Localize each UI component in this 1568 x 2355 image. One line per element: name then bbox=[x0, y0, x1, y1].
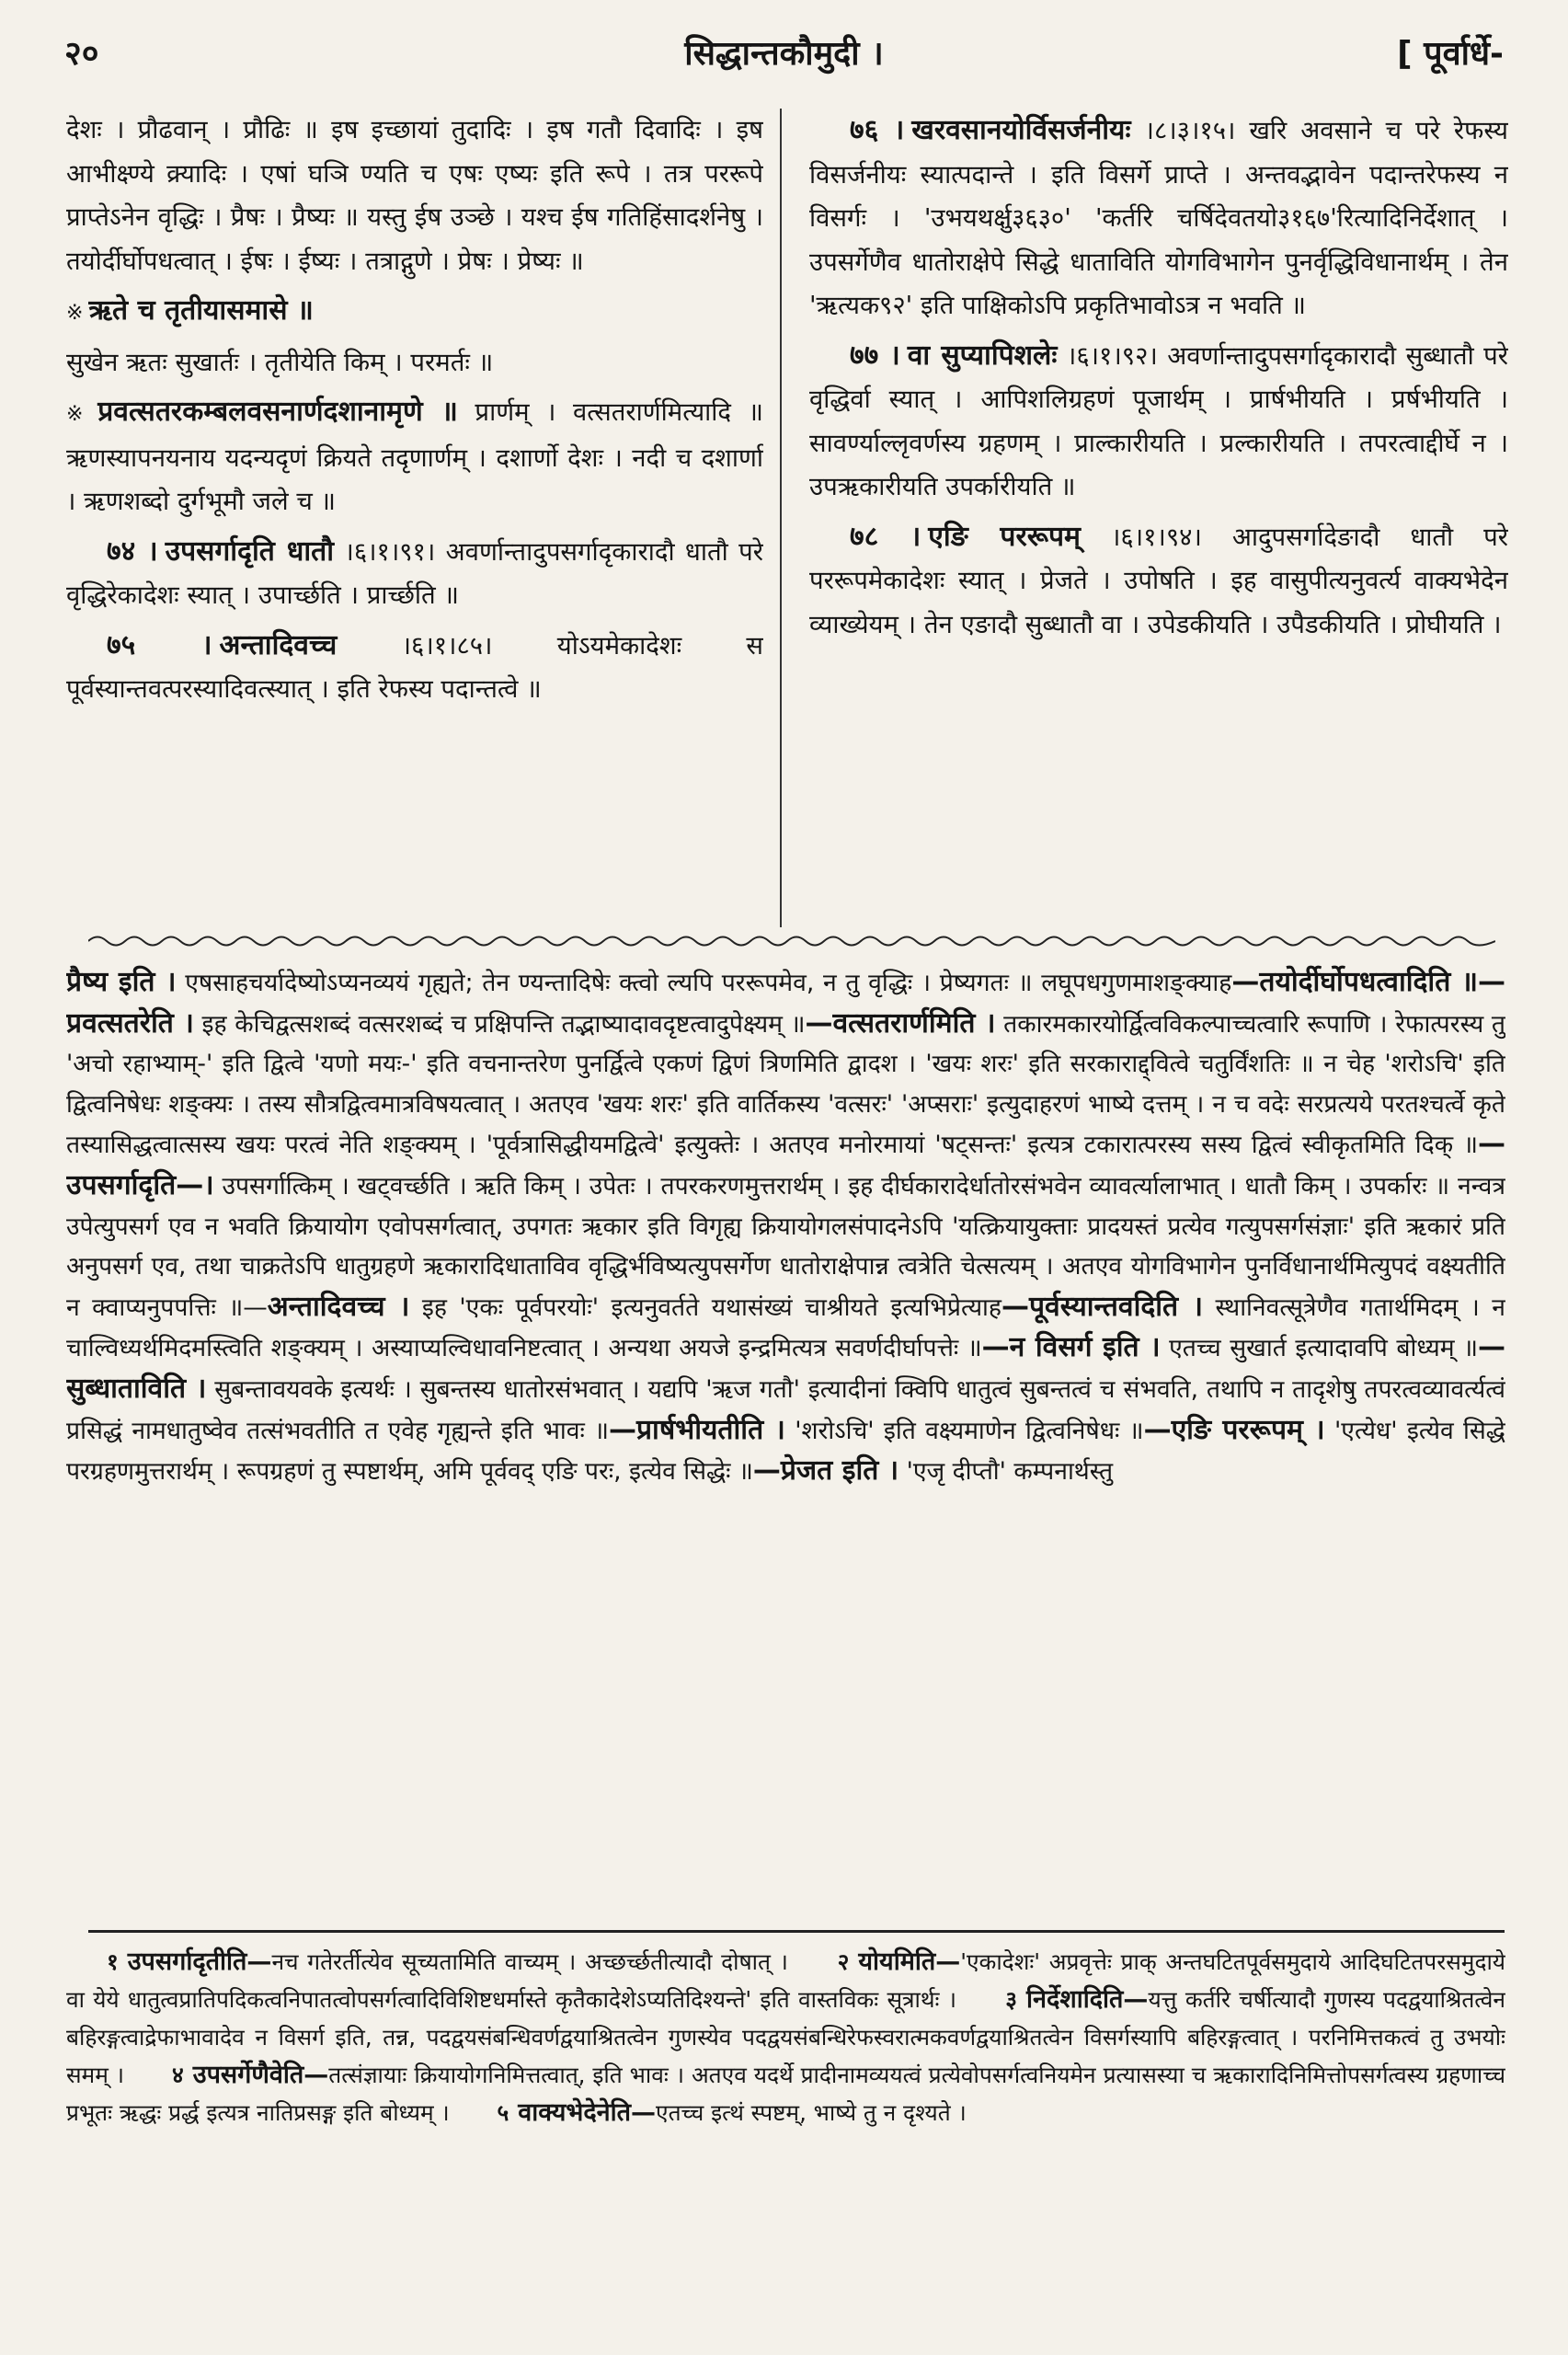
commentary-lemma: —एङि पररूपम् । bbox=[1143, 1413, 1325, 1446]
wavy-divider bbox=[88, 931, 1495, 951]
vartika-mark: ※ bbox=[66, 403, 93, 426]
commentary-segment: एतच्च सुखार्त इत्यादावपि बोध्यम् ॥ bbox=[1169, 1334, 1478, 1363]
commentary-lemma: प्रैष्य इति । bbox=[66, 966, 177, 998]
page-number: २० bbox=[64, 35, 99, 73]
sutra-title: खरवसानयोर्विसर्जनीयः bbox=[911, 114, 1131, 146]
footnotes-text bbox=[66, 1943, 1505, 2131]
sutra-title: एङि पररूपम् bbox=[928, 520, 1081, 553]
commentary-lemma: अन्तादिवच्च । bbox=[267, 1290, 410, 1323]
commentary-lemma: —प्रेजत इति । bbox=[752, 1454, 899, 1488]
commentary-segment: इह केचिद्वत्सशब्दं वत्सरशब्दं च प्रक्षिपन्ति तद्भाष्यादावदृष्टत्वादुपेक्ष्यम् ॥ bbox=[201, 1009, 806, 1039]
vartika-2 bbox=[66, 390, 763, 524]
left-para-2: सुखेन ऋतः सुखार्तः । तृतीयेति किम् । परमर्तः ॥ bbox=[66, 347, 494, 377]
commentary-block bbox=[66, 962, 1505, 1901]
footnote-lemma: योयमिति— bbox=[858, 1947, 961, 1976]
sutra-gloss: ।६।१।८५। योऽयमेकादेशः स पूर्वस्यान्तवत्परस्यादिवत्स्यात् । इति रेफस्य पदान्तत्वे ॥ bbox=[66, 630, 763, 704]
footnote-lemma: उपसर्गादृतीति— bbox=[127, 1947, 272, 1976]
right-column bbox=[809, 109, 1508, 927]
sutra-74 bbox=[66, 530, 763, 618]
commentary-segment: एषसाहचर्यादेष्योऽप्यनव्ययं गृह्यते; तेन ण्यन्तादिषेः क्त्वो ल्यपि पररूपमेव, न तु वृद्धिः । प्रेष्यगतः ॥ लघूपधगुणमाशङ्क्याह bbox=[185, 969, 1232, 997]
page-header bbox=[64, 17, 1504, 81]
commentary-lemma: —न विसर्ग इति । bbox=[981, 1331, 1161, 1364]
commentary-lemma: —पूर्वस्यान्तवदिति । bbox=[1001, 1290, 1204, 1323]
sutra-number: ७४ । bbox=[107, 534, 158, 568]
sutra-gloss: ।६।१।९१। अवर्णान्तादुपसर्गादृकारादौ धातौ परे वृद्धिरेकादेशः स्यात् । उपार्च्छति । प्रार्च्छति ॥ bbox=[66, 536, 763, 610]
footnote-lemma: निर्देशादिति— bbox=[1026, 1985, 1149, 2014]
footnote-text: यत्तु कर्तरि चर्षीत्यादौ गुणस्य पदद्वयाश्रितत्वेन बहिरङ्गत्वाद्रेफाभावादेव न विसर्ग इति, तन्न, पदद्वयसंबन्धिवर्णद्वयाश्रितत्वेन गुणस्येव पदद्वयसंबन्धिरेफस्वरात्मकवर्णद्वयाश्रितत्वेन विसर्गस्यापि बहिरङ्गत्वात् । परनिमित्तकत्वं तु उभयोः समम् । bbox=[66, 1986, 1505, 2088]
commentary-segment: उपसर्गात्किम् । खट्वर्च्छति । ऋति किम् । उपेतः । तपरकरणमुत्तरार्थम् । इह दीर्घकारादेर्धातोरसंभवेन व्यावर्त्यालाभात् । धातौ किम् । उपर्कारः ॥ नन्वत्र उपेत्युपसर्ग एव न भवति क्रियायोग एवोपसर्गत्वात्, उपगतः ऋकार इति विगृह्य क्रियायोगलसंपादनेऽपि 'यत्क्रियायुक्ताः प्रादयस्तं प्रत्येव गत्युपसर्गसंज्ञाः' इति ऋकारं प्रति अनुपसर्ग एव, तथा चाक्रतेऽपि धातुग्रहणे ऋकारादिधाताविव वृद्धिर्भविष्यत्युपसर्गेण धातोराक्षेपान्न त्वत्रेति चेत्सत्यम् । अतएव योगविभागेन पुनर्विधानार्थमित्युपदं वक्ष्यतीति न क्वाप्यनुपपत्तिः ॥— bbox=[66, 1171, 1505, 1322]
sutra-number: ७५ । bbox=[107, 628, 212, 661]
vartika-text: ऋते च तृतीयासमासे ॥ bbox=[88, 294, 314, 327]
sutra-title: अन्तादिवच्च bbox=[219, 628, 338, 661]
vartika-1 bbox=[66, 289, 763, 336]
sutra-gloss: ।८।३।१५। खरि अवसाने च परे रेफस्य विसर्जनीयः स्यात्पदान्ते । इति विसर्गे प्राप्ते । अन्तवद्भावेन पदान्तरेफस्य न विसर्गः । 'उभयथर्क्षु३६३०' 'कर्तरि चर्षिदेवतयो३१६७'रित्यादिनिर्देशात् । उपसर्गेणैव धातोराक्षेपे सिद्धे धाताविति योगविभागेन पुनर्वृद्धिविधानार्थम् । तेन 'ऋत्यक९२' इति पाक्षिकोऽपि प्रकृतिभावोऽत्र न भवति ॥ bbox=[809, 116, 1508, 320]
footnote-number: २ bbox=[837, 1948, 850, 1975]
commentary-segment: सुबन्तावयवके इत्यर्थः । सुबन्तस्य धातोरसंभवात् । यद्यपि 'ऋज गतौ' इत्यादीनां क्विपि धातुत्वं सुबन्तत्वं च संभवति, तथापि न तादृशेषु तपरत्वव्यावर्त्यत्वं प्रसिद्धं नामधातुष्वेव तत्संभवतीति त एवेह गृह्यन्ते इति भावः ॥ bbox=[66, 1374, 1505, 1445]
footnote-number: ४ bbox=[172, 2062, 184, 2088]
commentary-segment: 'एजृ दीप्तौ' कम्पनार्थस्तु bbox=[906, 1457, 1114, 1487]
commentary-segment: 'शरोऽचि' इति वक्ष्यमाणेन द्वित्वनिषेधः ॥ bbox=[795, 1416, 1144, 1445]
vartika-2-gloss: प्रार्णम् । वत्सतरार्णमित्यादि ॥ ऋणस्यापनयनाय यदन्यदृणं क्रियते तदृणार्णम् । दशार्णो देशः । नदी च दशार्णा । ऋणशब्दो दुर्गभूमौ जले च ॥ bbox=[66, 397, 763, 516]
commentary-segment: 'एत्येध' इत्येव सिद्धे परग्रहणमुत्तरार्थम् । रूपग्रहणं तु स्पष्टार्थम्, अमि पूर्ववद् एङि परः, इत्येव सिद्धेः ॥ bbox=[66, 1416, 1505, 1487]
left-para-1: देशः । प्रौढवान् । प्रौढिः ॥ इष इच्छायां तुदादिः । इष गतौ दिवादिः । इष आभीक्ष्ण्ये क्र्यादिः । एषां घञि ण्यति च एषः एष्यः इति रूपे । तत्र पररूपे प्राप्तेऽनेन वृद्धिः । प्रैषः । प्रैष्यः ॥ यस्तु ईष उञ्छे । यश्च ईष गतिहिंसादर्शनेषु । तयोर्दीर्घोपधत्वात् । ईषः । ईष्यः । तत्राद्गुणे । प्रेषः । प्रेष्यः ॥ bbox=[66, 115, 763, 276]
sutra-78 bbox=[809, 515, 1508, 648]
footnote-number: १ bbox=[107, 1948, 119, 1975]
sutra-77 bbox=[809, 334, 1508, 510]
commentary-lemma: —तयोर्दीर्घोपधत्वादिति ॥—प्रवत्सतरेति । bbox=[66, 966, 1505, 1040]
footnotes-block bbox=[66, 1943, 1505, 2329]
running-title: सिद्धान्तकौमुदी । bbox=[684, 35, 884, 73]
sutra-gloss: ।६।१।९४। आदुपसर्गादेङादौ धातौ परे पररूपमेकादेशः स्यात् । प्रेजते । उपोषति । इह वासुपीत्यनुवर्त्य वाक्यभेदेन व्याख्येयम् । तेन एङादौ सुब्धातौ वा । उपेडकीयति । उपैडकीयति । प्रोघीयति । bbox=[809, 522, 1508, 639]
footnote-text: तत्संज्ञायाः क्रियायोगनिमित्तत्वात्, इति भावः । अतएव यदर्थे प्रादीनामव्ययत्वं प्रत्येवोपसर्गत्वनियमेन प्रत्यासस्या च ऋकारादिनिमित्तोपसर्गत्वस्य ग्रहणाच्च प्रभूतः ऋद्धः प्रर्द्ध इत्यत्र नातिप्रसङ्ग इति बोध्यम् । bbox=[66, 2062, 1505, 2126]
commentary-segment: तकारमकारयोर्द्वित्वविकल्पाच्चत्वारि रूपाणि । रेफात्परस्य तु 'अचो रहाभ्याम्-' इति द्वित्वे 'यणो मयः-' इति वचनान्तरेण पुनर्द्वित्वे एकणं द्विणं त्रिणमिति द्वादश । 'खयः शरः' इति सरकाराद्द्वित्वे चतुर्विंशतिः ॥ न चेह 'शरोऽचि' इति द्वित्वनिषेधः शङ्क्यः । तस्य सौत्रद्वित्वमात्रविषयत्वात् । अतएव 'खयः शरः' इति वार्तिकस्य 'वत्सरः' 'अप्सराः' इत्युदाहरणं भाष्ये दत्तम् । न च वदेः सरप्रत्यये परतश्चर्त्वे कृते तस्यासिद्धत्वात्सस्य खयः परत्वं नेति शङ्क्यम् । 'पूर्वत्रासिद्धीयमद्वित्वे' इत्युक्तेः । अतएव मनोरमायां 'षट्सन्तः' इत्यत्र टकारात्परस्य सस्य द्वित्वं स्वीकृतमिति दिक् ॥ bbox=[66, 1009, 1505, 1160]
sutra-number: ७६ । bbox=[850, 114, 905, 146]
footnote-lemma: उपसर्गेणैवेति— bbox=[192, 2061, 329, 2089]
commentary-lemma: —उपसर्गादृति—। bbox=[66, 1128, 1505, 1201]
footnote-rule bbox=[88, 1930, 1505, 1933]
sutra-number: ७७ । bbox=[850, 339, 900, 372]
sutra-title: वा सुप्यापिशलेः bbox=[907, 339, 1058, 372]
sutra-title: उपसर्गादृति धातौ bbox=[165, 534, 335, 568]
footnote-text: 'एकादेशः' अप्रवृत्तेः प्राक् अन्तघटितपूर्वसमुदाये आदिघटितपरसमुदाये वा येये धातुत्वप्रातिपदिकत्वनिपातत्वोपसर्गत्वादिविशिष्टधर्मास्ते कृतैकादेशेऽप्यतिदिश्यन्ते' इति वास्तविकः सूत्रार्थः । bbox=[66, 1948, 1505, 2013]
footnote-text: एतच्च इत्थं स्पष्टम्, भाष्ये तु न दृश्यते । bbox=[656, 2099, 967, 2126]
commentary-segment: इह 'एकः पूर्वपरयोः' इत्यनुवर्तते यथासंख्यं चाश्रीयते इत्यभिप्रेत्याह bbox=[421, 1292, 1001, 1322]
sutra-number: ७८ । bbox=[850, 520, 921, 553]
commentary-text bbox=[66, 962, 1505, 1492]
commentary-lemma: —सुब्धाताविति । bbox=[66, 1331, 1505, 1405]
footnote-text: नच गतेरर्तीत्येव सूच्यतामिति वाच्यम् । अच्छर्च्छतीत्यादौ दोषात् । bbox=[271, 1948, 788, 1975]
commentary-lemma: —वत्सतरार्णमिति । bbox=[805, 1006, 996, 1040]
column-divider bbox=[780, 109, 782, 927]
commentary-segment: स्थानिवत्सूत्रेणैव गतार्थमिदम् । न चाल्विध्यर्थमिदमस्त्विति शङ्क्यम् । अस्याप्यल्विधावनिष्टत्वात् । अन्यथा अयजे इन्द्रमित्यत्र सवर्णदीर्घापत्तेः ॥ bbox=[66, 1292, 1505, 1363]
sutra-gloss: ।६।१।९२। अवर्णान्तादुपसर्गादृकारादौ सुब्धातौ परे वृद्धिर्वा स्यात् । आपिशलिग्रहणं पूजार्थम् । प्रार्षभीयति । प्रर्षभीयति । सावर्ण्याल्लृवर्णस्य ग्रहणम् । प्राल्कारीयति । प्रल्कारीयति । तपरत्वाद्दीर्घे न । उपऋकारीयति उपर्कारीयति ॥ bbox=[809, 340, 1508, 501]
footnote-number: ३ bbox=[1005, 1986, 1018, 2013]
footnote-number: ५ bbox=[497, 2099, 509, 2126]
footnote-lemma: वाक्यभेदेनेति— bbox=[518, 2098, 657, 2127]
part-label: [ पूर्वार्धे- bbox=[1397, 35, 1504, 73]
vartika-text: प्रवत्सतरकम्बलवसनार्णदशानामृणे ॥ bbox=[97, 396, 458, 428]
left-column bbox=[66, 109, 763, 927]
sutra-75 bbox=[66, 624, 763, 712]
sutra-76 bbox=[809, 109, 1508, 328]
vartika-mark: ※ bbox=[66, 302, 84, 325]
commentary-lemma: —प्रार्षभीयतीति । bbox=[608, 1413, 785, 1446]
